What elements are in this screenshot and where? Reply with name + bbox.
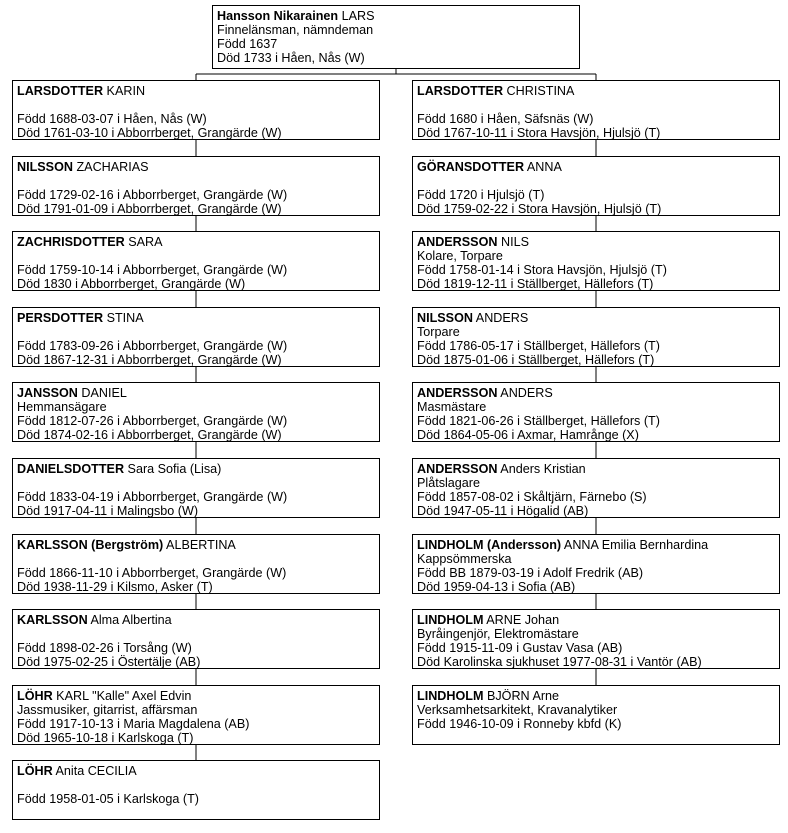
person-surname: JANSSON: [17, 386, 78, 400]
person-detail-line: Född 1946-10-09 i Ronneby kbfd (K): [417, 717, 622, 731]
person-detail-line: Död 1767-10-11 i Stora Havsjön, Hjulsjö (T): [417, 126, 661, 140]
person-name: [17, 84, 375, 98]
person-box-r2: [412, 156, 780, 216]
person-detail-line: Död 1819-12-11 i Ställberget, Hällefors (T): [417, 277, 654, 291]
person-box-l2: [12, 156, 380, 216]
person-given-name: KARL "Kalle" Axel Edvin: [52, 689, 192, 703]
person-box-l1: [12, 80, 380, 140]
person-name: [17, 689, 375, 703]
person-given-name: Anita CECILIA: [52, 764, 137, 778]
person-detail-line: Född 1821-06-26 i Ställberget, Hällefors (T): [417, 414, 660, 428]
person-name: [417, 311, 775, 325]
person-name: [417, 613, 775, 627]
person-given-name: BJÖRN Arne: [483, 689, 560, 703]
person-given-name: Anders Kristian: [497, 462, 586, 476]
person-given-name: ANNA Emilia Bernhardina: [561, 538, 709, 552]
person-box-l5: [12, 382, 380, 442]
person-surname: PERSDOTTER: [17, 311, 104, 325]
person-detail-line: Verksamhetsarkitekt, Kravanalytiker: [417, 703, 618, 717]
person-given-name: ZACHARIAS: [72, 160, 149, 174]
person-box-r5: [412, 382, 780, 442]
person-given-name: STINA: [103, 311, 144, 325]
person-box-root: [212, 5, 580, 69]
person-detail-line: Hemmansägare: [17, 400, 107, 414]
person-detail-line: Född 1637: [217, 37, 278, 51]
person-given-name: ANNA: [524, 160, 562, 174]
person-detail-line: [17, 627, 375, 641]
person-box-l6: [12, 458, 380, 518]
person-detail-line: Död 1947-05-11 i Högalid (AB): [417, 504, 589, 518]
person-detail-line: Död 1791-01-09 i Abborrberget, Grangärde (W): [17, 202, 282, 216]
person-detail-line: [17, 552, 375, 566]
person-detail-line: Född 1917-10-13 i Maria Magdalena (AB): [17, 717, 250, 731]
person-given-name: ALBERTINA: [163, 538, 236, 552]
person-detail-line: Född 1758-01-14 i Stora Havsjön, Hjulsjö (T): [417, 263, 667, 277]
person-detail-line: Död 1874-02-16 i Abborrberget, Grangärde (W): [17, 428, 282, 442]
person-given-name: SARA: [124, 235, 163, 249]
person-name: [417, 235, 775, 249]
person-detail-line: Född 1812-07-26 i Abborrberget, Grangärde (W): [17, 414, 288, 428]
person-surname: ANDERSSON: [417, 462, 498, 476]
person-surname: LÖHR: [17, 764, 53, 778]
person-name: [17, 160, 375, 174]
person-detail-line: Död 1759-02-22 i Stora Havsjön, Hjulsjö (T): [417, 202, 662, 216]
person-detail-line: Död 1864-05-06 i Axmar, Hamrånge (X): [417, 428, 639, 442]
person-surname: KARLSSON (Bergström): [17, 538, 164, 552]
person-detail-line: [17, 174, 375, 188]
person-surname: GÖRANSDOTTER: [417, 160, 525, 174]
person-given-name: Sara Sofia (Lisa): [124, 462, 222, 476]
person-box-l10: [12, 760, 380, 820]
person-detail-line: Jassmusiker, gitarrist, affärsman: [17, 703, 198, 717]
person-surname: ZACHRISDOTTER: [17, 235, 125, 249]
person-detail-line: Död 1761-03-10 i Abborrberget, Grangärde (W): [17, 126, 282, 140]
person-box-l3: [12, 231, 380, 291]
person-name: [417, 538, 775, 552]
person-detail-line: Plåtslagare: [417, 476, 481, 490]
person-detail-line: Född 1833-04-19 i Abborrberget, Grangärde (W): [17, 490, 288, 504]
person-detail-line: Död 1938-11-29 i Kilsmo, Asker (T): [17, 580, 213, 594]
person-name: [417, 84, 775, 98]
person-name: [217, 9, 575, 23]
person-detail-line: Född 1680 i Håen, Säfsnäs (W): [417, 112, 594, 126]
person-detail-line: Död 1830 i Abborrberget, Grangärde (W): [17, 277, 246, 291]
person-detail-line: Född 1688-03-07 i Håen, Nås (W): [17, 112, 207, 126]
person-detail-line: [17, 778, 375, 792]
person-name: [417, 462, 775, 476]
person-surname: Hansson Nikarainen: [217, 9, 339, 23]
person-surname: LINDHOLM: [417, 613, 484, 627]
person-box-r8: [412, 609, 780, 669]
person-name: [17, 386, 375, 400]
person-detail-line: Född BB 1879-03-19 i Adolf Fredrik (AB): [417, 566, 644, 580]
person-surname: DANIELSDOTTER: [17, 462, 125, 476]
person-name: [17, 538, 375, 552]
person-detail-line: Torpare: [417, 325, 460, 339]
person-surname: LINDHOLM (Andersson): [417, 538, 562, 552]
person-detail-line: Död 1959-04-13 i Sofia (AB): [417, 580, 576, 594]
person-given-name: ARNE Johan: [483, 613, 560, 627]
person-detail-line: Död 1975-02-25 i Östertälje (AB): [17, 655, 201, 669]
person-given-name: CHRISTINA: [503, 84, 575, 98]
person-box-r4: [412, 307, 780, 367]
person-detail-line: Född 1857-08-02 i Skåltjärn, Färnebo (S): [417, 490, 647, 504]
person-detail-line: Född 1915-11-09 i Gustav Vasa (AB): [417, 641, 623, 655]
person-detail-line: Byråingenjör, Elektromästare: [417, 627, 579, 641]
person-detail-line: Finnelänsman, nämndeman: [217, 23, 374, 37]
person-detail-line: Född 1898-02-26 i Torsång (W): [17, 641, 192, 655]
person-detail-line: Död 1965-10-18 i Karlskoga (T): [17, 731, 194, 745]
person-box-r7: [412, 534, 780, 594]
person-box-r1: [412, 80, 780, 140]
person-given-name: ANDERS: [472, 311, 529, 325]
person-detail-line: Kolare, Torpare: [417, 249, 503, 263]
person-name: [417, 689, 775, 703]
person-name: [17, 235, 375, 249]
person-detail-line: [17, 98, 375, 112]
person-box-r6: [412, 458, 780, 518]
person-given-name: LARS: [338, 9, 375, 23]
person-surname: ANDERSSON: [417, 386, 498, 400]
person-box-r3: [412, 231, 780, 291]
person-surname: LARSDOTTER: [17, 84, 104, 98]
person-box-l9: [12, 685, 380, 745]
person-detail-line: Född 1786-05-17 i Ställberget, Hällefors (T): [417, 339, 660, 353]
person-detail-line: [17, 476, 375, 490]
person-name: [17, 462, 375, 476]
person-surname: NILSSON: [417, 311, 473, 325]
person-box-l7: [12, 534, 380, 594]
person-name: [417, 386, 775, 400]
person-given-name: Alma Albertina: [87, 613, 172, 627]
person-detail-line: Född 1783-09-26 i Abborrberget, Grangärde (W): [17, 339, 288, 353]
person-surname: ANDERSSON: [417, 235, 498, 249]
person-name: [17, 613, 375, 627]
person-detail-line: Född 1759-10-14 i Abborrberget, Grangärde (W): [17, 263, 288, 277]
person-detail-line: [417, 98, 775, 112]
person-detail-line: Död 1733 i Håen, Nås (W): [217, 51, 365, 65]
person-detail-line: [17, 325, 375, 339]
person-detail-line: Född 1720 i Hjulsjö (T): [417, 188, 545, 202]
person-name: [417, 160, 775, 174]
person-box-l4: [12, 307, 380, 367]
person-detail-line: Kappsömmerska: [417, 552, 512, 566]
person-detail-line: Död 1875-01-06 i Ställberget, Hällefors (T): [417, 353, 655, 367]
person-detail-line: [17, 249, 375, 263]
person-detail-line: Född 1729-02-16 i Abborrberget, Grangärde (W): [17, 188, 288, 202]
person-detail-line: Masmästare: [417, 400, 487, 414]
person-given-name: NILS: [497, 235, 529, 249]
person-detail-line: Född 1958-01-05 i Karlskoga (T): [17, 792, 200, 806]
person-name: [17, 764, 375, 778]
person-given-name: KARIN: [103, 84, 146, 98]
person-box-r9: [412, 685, 780, 745]
person-detail-line: Död 1917-04-11 i Malingsbo (W): [17, 504, 199, 518]
person-given-name: ANDERS: [497, 386, 553, 400]
person-name: [17, 311, 375, 325]
person-surname: NILSSON: [17, 160, 73, 174]
person-detail-line: [417, 174, 775, 188]
person-surname: LARSDOTTER: [417, 84, 504, 98]
person-detail-line: Född 1866-11-10 i Abborrberget, Grangärde (W): [17, 566, 287, 580]
person-surname: LÖHR: [17, 689, 53, 703]
person-surname: LINDHOLM: [417, 689, 484, 703]
person-given-name: DANIEL: [77, 386, 127, 400]
person-box-l8: [12, 609, 380, 669]
person-detail-line: Död 1867-12-31 i Abborrberget, Grangärde (W): [17, 353, 282, 367]
person-detail-line: Död Karolinska sjukhuset 1977-08-31 i Vantör (AB): [417, 655, 702, 669]
person-surname: KARLSSON: [17, 613, 88, 627]
